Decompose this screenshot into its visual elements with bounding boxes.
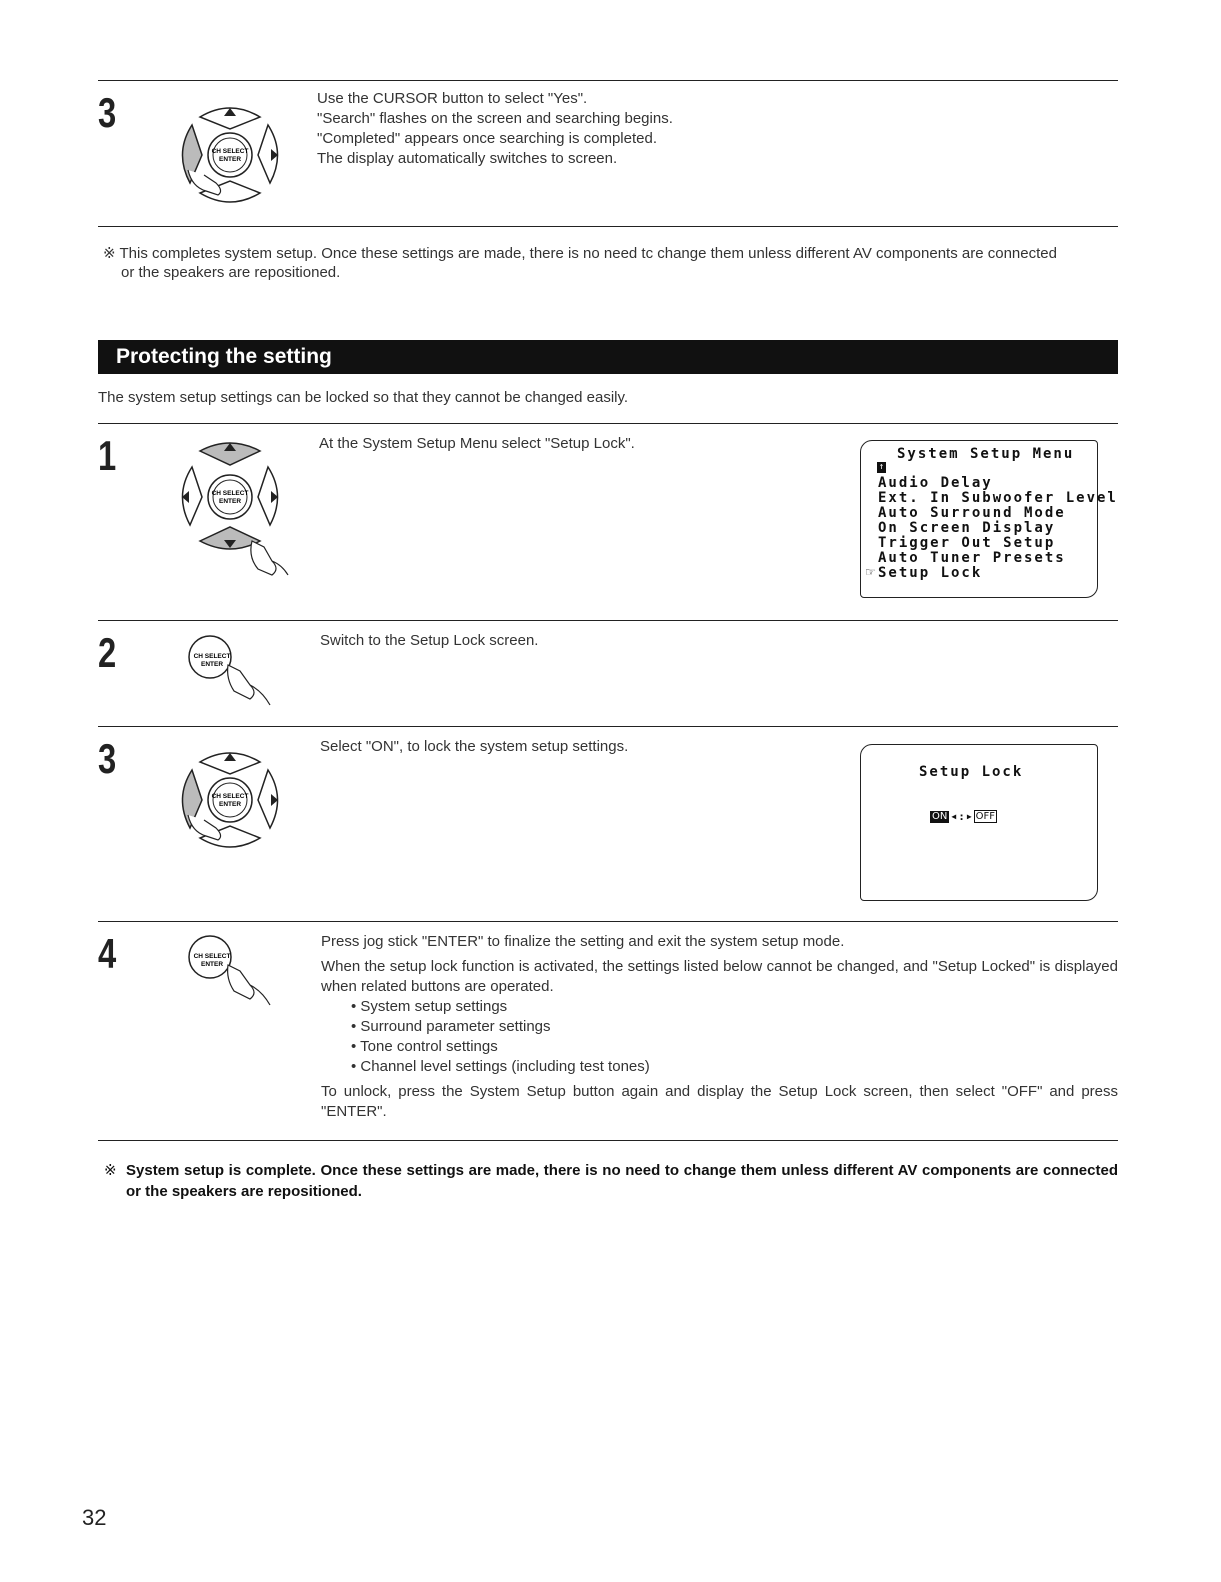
step-number: 2 — [98, 629, 117, 676]
system-setup-menu-screen — [860, 440, 1118, 598]
enter-button-press-icon — [188, 635, 278, 710]
step-text: At the System Setup Menu select "Setup Lock". — [319, 435, 635, 452]
note-text: This completes system setup. Once these settings are made, there is no need tc change them unless different AV components are connected — [119, 245, 1057, 262]
cursor-pad-up-down-icon — [168, 437, 298, 582]
off-option: OFF — [975, 811, 996, 822]
step-number: 3 — [98, 735, 117, 782]
note-text: or the speakers are repositioned. — [121, 264, 341, 281]
button-label: CH SELECT — [211, 148, 249, 155]
step-text: Use the CURSOR button to select "Yes". "Search" flashes on the screen and searching begins. "Completed" appears once searching is completed. The display automatically switches to screen. — [317, 90, 673, 167]
bullet-item: • Channel level settings (including test tones) — [351, 1058, 650, 1075]
separator: : — [958, 810, 965, 823]
pointing-hand-icon: ☞ — [865, 565, 876, 579]
divider — [98, 226, 1118, 227]
cursor-pad-left-right-icon — [168, 740, 293, 860]
setup-note — [103, 244, 1123, 282]
button-label: ENTER — [218, 801, 242, 808]
enter-button-press-icon — [188, 935, 278, 1010]
bullet-item: • Surround parameter settings — [351, 1018, 551, 1035]
divider — [98, 423, 1118, 424]
note-text: System setup is complete. Once these settings are made, there is no need to change them unless different AV components are connected or the speakers are repositioned. — [126, 1162, 1118, 1200]
step-text: Select "ON", to lock the system setup settings. — [320, 738, 629, 755]
menu-item: Ext. In Subwoofer Level — [878, 490, 1118, 506]
step-text: Switch to the Setup Lock screen. — [320, 632, 539, 649]
button-label: ENTER — [218, 498, 242, 505]
bullet-item: • Tone control settings — [351, 1038, 498, 1055]
screen-title: Setup Lock — [919, 764, 1024, 780]
step-number: 3 — [98, 89, 117, 136]
step-number: 1 — [98, 432, 117, 479]
button-label: CH SELECT — [193, 653, 231, 660]
divider — [98, 620, 1118, 621]
section-intro: The system setup settings can be locked so that they cannot be changed easily. — [98, 389, 629, 406]
button-label: CH SELECT — [193, 953, 231, 960]
step-number: 4 — [98, 930, 117, 977]
menu-item: On Screen Display — [878, 520, 1056, 536]
menu-item-selected: Setup Lock — [878, 565, 983, 581]
cursor-pad-left-right-icon — [168, 95, 293, 215]
divider — [98, 1140, 1118, 1141]
note-symbol: ※ — [104, 1162, 117, 1179]
on-option: ON — [932, 810, 948, 822]
button-label: CH SELECT — [211, 490, 249, 497]
note-symbol: ※ — [103, 245, 116, 262]
bullet-item: • System setup settings — [351, 998, 508, 1015]
button-label: ENTER — [200, 961, 224, 968]
divider — [98, 726, 1118, 727]
menu-item: Audio Delay — [878, 475, 993, 491]
menu-item: Auto Surround Mode — [878, 505, 1066, 521]
menu-item: Auto Tuner Presets — [878, 550, 1066, 566]
scroll-up-icon: ↑ — [878, 462, 885, 472]
setup-lock-screen — [860, 744, 1098, 901]
divider — [98, 80, 1118, 81]
right-arrow-icon: ▶ — [966, 812, 972, 821]
section-title: Protecting the setting — [116, 345, 332, 368]
final-note — [104, 1160, 1118, 1202]
button-label: ENTER — [218, 156, 242, 163]
screen-title: System Setup Menu — [897, 446, 1075, 462]
page-number: 32 — [82, 1505, 107, 1530]
section-banner — [98, 340, 1118, 374]
menu-item: Trigger Out Setup — [878, 535, 1056, 551]
button-label: CH SELECT — [211, 793, 249, 800]
divider — [98, 921, 1118, 922]
step-text: Press jog stick "ENTER" to finalize the setting and exit the system setup mode. When the setup lock function is activated, the settings listed below cannot be changed, and "Setup Locked" is displayed when related buttons are operated. • System setup settings • Surround parameter settings • Tone control settings • Channel level settings (including test tones) To unlock, press the System Setup button again and display the Setup Lock screen, then select "OFF" and press "ENTER". — [321, 933, 1118, 1120]
button-label: ENTER — [200, 661, 224, 668]
left-arrow-icon: ◀ — [951, 812, 957, 821]
